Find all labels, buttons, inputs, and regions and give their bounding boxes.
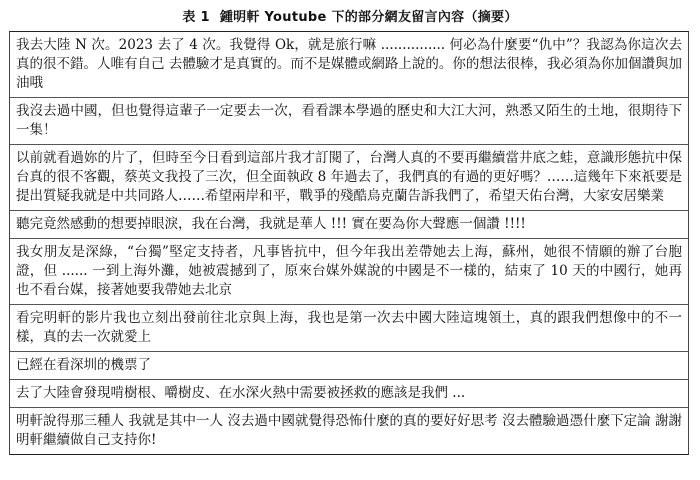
- comment-row: 我沒去過中國，但也覺得這輩子一定要去一次，看看課本學過的歷史和大江大河，熟悉又陌生的土地，很期待下一集！: [10, 98, 688, 145]
- table-number: 表 1: [182, 10, 210, 25]
- comment-row: 我女朋友是深綠，“台獨”堅定支持者，凡事皆抗中，但今年我出差帶她去上海，蘇州，她很不情願的辦了台胞證，但 ...... 一到上海外灘，她被震撼到了，原來台媒外媒說的中國是不一樣的，結束了 10 天的中國行，她再也不看台媒，接著她要我帶她去北京: [10, 239, 688, 305]
- comment-row: 以前就看過妳的片了，但時至今日看到這部片我才訂閱了，台灣人真的不要再繼續當井底之蛙，意識形態抗中保台真的很不客觀，蔡英文我投了三次，但全面執政 8 年過去了，我們真的有過的更好嗎？……這幾年下來祇要是提出質疑我就是中共同路人……希望兩岸和平，戰爭的殘酷烏克蘭告訴我們了，希望天佑台灣，大家安居樂業: [10, 145, 688, 211]
- comment-row: 聽完竟然感動的想要掉眼淚，我在台灣，我就是華人 !!! 實在要為你大聲應一個讚 !!!!: [10, 211, 688, 239]
- comment-row: 去了大陸會發現啃樹根、嚼樹皮、在水深火熱中需要被拯救的應該是我們 ...: [10, 380, 688, 408]
- comments-table: [9, 31, 689, 455]
- comment-row: 已經在看深圳的機票了: [10, 352, 688, 380]
- table-title: 鍾明軒 Youtube 下的部分網友留言內容（摘要）: [219, 10, 518, 25]
- table-caption: [0, 6, 700, 25]
- comment-row: 明軒說得那三種人 我就是其中一人 沒去過中國就覺得恐怖什麼的真的要好好思考 沒去體驗過憑什麼下定論 謝謝明軒繼續做自己支持你!: [16, 413, 682, 448]
- comment-row: 看完明軒的影片我也立刻出發前往北京與上海，我也是第一次去中國大陸這塊領土，真的跟我們想像中的不一樣，真的去一次就愛上: [10, 305, 688, 352]
- comment-row: 我去大陸 N 次。2023 去了 4 次。我覺得 Ok，就是旅行嘛 ............... 何必為什麼要“仇中”？我認為你這次去真的很不錯。人唯有自己 去體驗才是真實的。而不是媒體或網路上說的。你的想法很棒，我必須為你加個讚與加油哦: [10, 32, 688, 98]
